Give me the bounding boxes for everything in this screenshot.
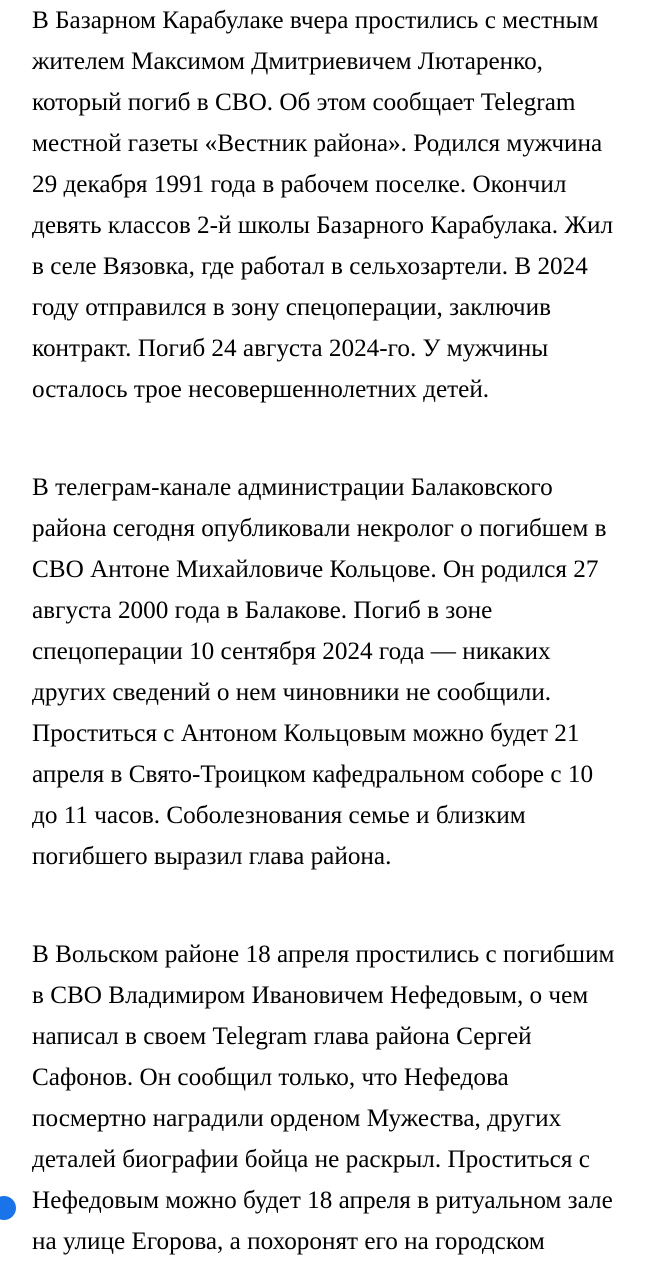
article-paragraph-2: В телеграм-канале администрации Балаковского района сегодня опубликовали некролог о погибшем в СВО Антоне Михайловиче Кольцове. Он родился 27 августа 2000 года в Балакове. Погиб в зоне спецоперации 10 сентября 2024 года — никаких других сведений о нем чиновники не сообщили. Проститься с Антоном Кольцовым можно будет 21 апреля в Свято-Троицком кафедральном соборе с 10 до 11 часов. Соболезнования семье и близким погибшего выразил глава района. bbox=[32, 474, 607, 870]
article-paragraph-1: В Базарном Карабулаке вчера простились с местным жителем Максимом Дмитриевичем Лютаренко, который погиб в СВО. Об этом сообщает Telegram местной газеты «Вестник района». Родился мужчина 29 декабря 1991 года в рабочем поселке. Окончил девять классов 2-й школы Базарного Карабулака. Жил в селе Вязовка, где работал в сельхозартели. В 2024 году отправился в зону спецоперации, заключив контракт. Погиб 24 августа 2024-го. У мужчины осталось трое несовершеннолетних детей. bbox=[32, 7, 614, 403]
article-paragraph-3: В Вольском районе 18 апреля простились с погибшим в СВО Владимиром Ивановичем Нефедовым, о чем написал в своем Telegram глава района Сергей Сафонов. Он сообщил только, что Нефедова посмертно наградили орденом Мужества, других деталей биографии бойца не раскрыл. Проститься с Нефедовым можно будет 18 апреля в ритуальном зале на улице Егорова, а похоронят его на городском bbox=[32, 941, 615, 1255]
